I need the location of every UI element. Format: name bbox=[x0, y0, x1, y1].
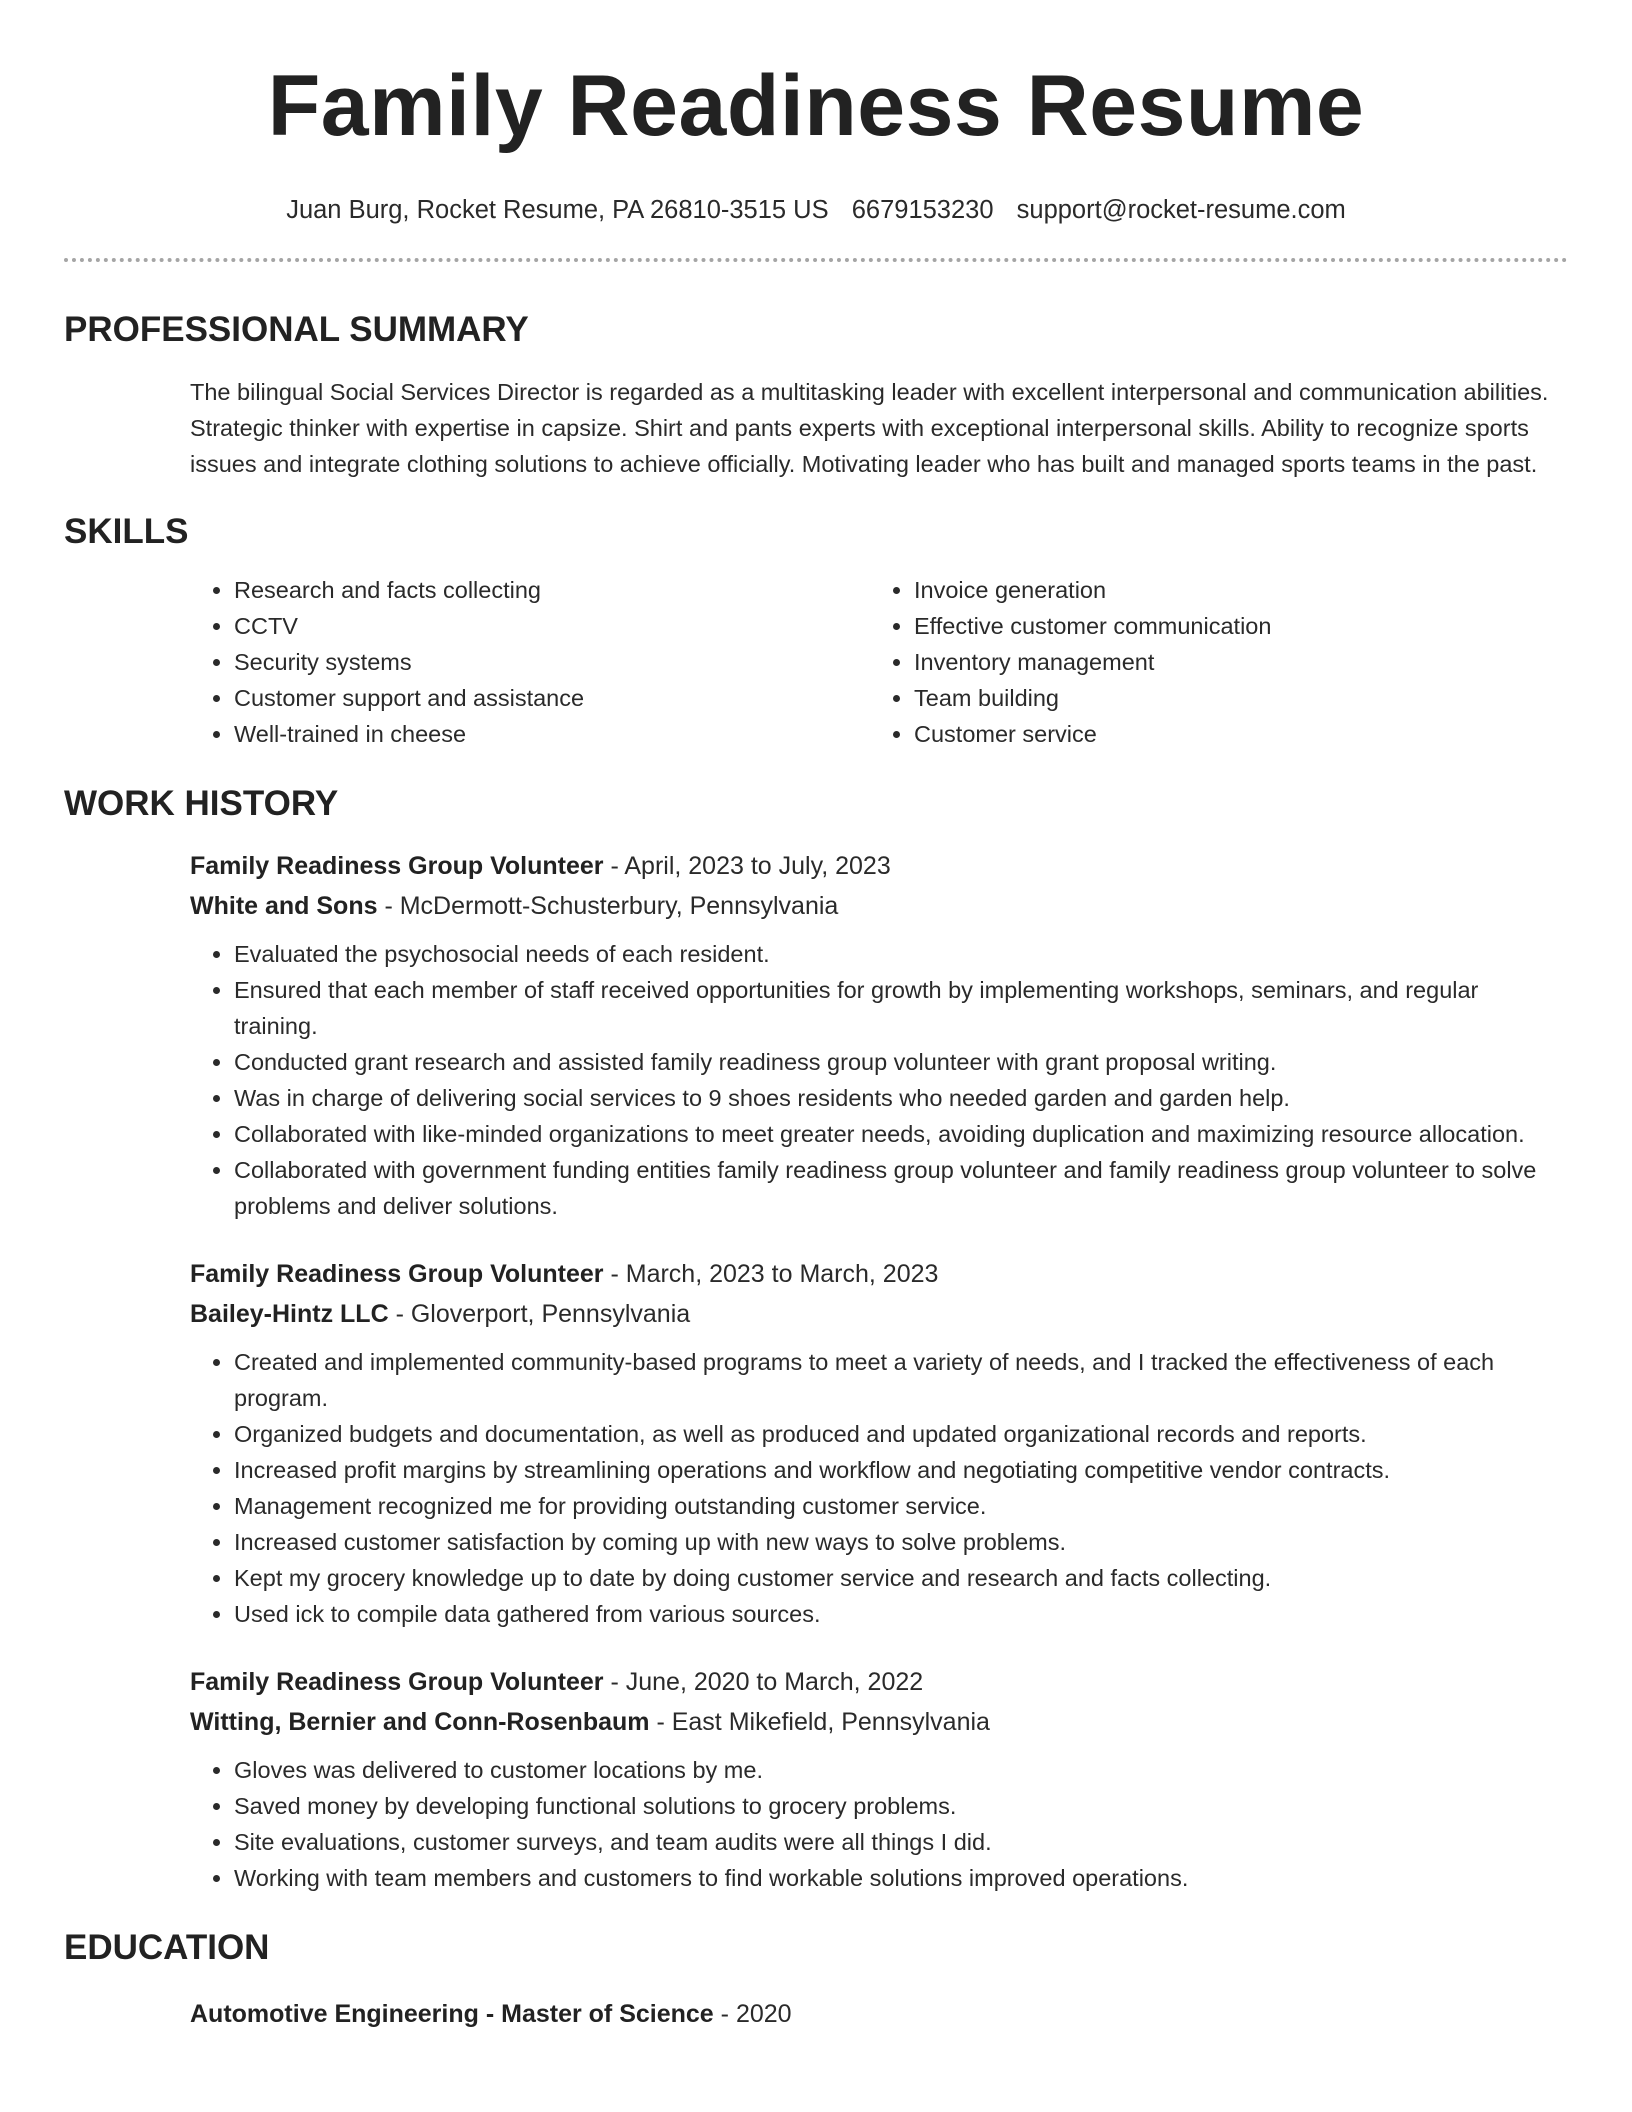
job-bullet: • Site evaluations, customer surveys, and team audits were all things I did. bbox=[234, 1824, 1568, 1860]
job-location: Gloverport, Pennsylvania bbox=[410, 1300, 691, 1328]
job-bullet: • Increased customer satisfaction by coming up with new ways to solve problems. bbox=[234, 1524, 1568, 1560]
job-dates: March, 2023 to March, 2023 bbox=[625, 1260, 939, 1288]
job-title-line: Family Readiness Group Volunteer - March, 2023 to March, 2023 bbox=[190, 1260, 939, 1288]
education-degree: Automotive Engineering - Master of Science bbox=[190, 2000, 714, 2028]
job-location: East Mikefield, Pennsylvania bbox=[671, 1708, 990, 1736]
job-bullets bbox=[190, 1344, 1568, 1632]
header-divider bbox=[64, 258, 1568, 262]
contact-line bbox=[64, 194, 1568, 226]
job-dates: April, 2023 to July, 2023 bbox=[624, 852, 891, 880]
summary-text: The bilingual Social Services Director is regarded as a multitasking leader with excellent interpersonal and communication abilities. Strategic thinker with expertise in capsize. Shirt and pants experts with exceptional interpersonal skills. Ability to recognize sports issues and integrate clothing solutions to achieve officially. Motivating leader who has built and managed sports teams in the past. bbox=[190, 379, 1549, 477]
job-bullet: • Management recognized me for providing outstanding customer service. bbox=[234, 1488, 1568, 1524]
job-bullet: • Kept my grocery knowledge up to date by doing customer service and research and facts collecting. bbox=[234, 1560, 1568, 1596]
skill-item: • Team building bbox=[914, 680, 1271, 716]
contact-phone: 6679153230 bbox=[851, 196, 994, 224]
education-heading: EDUCATION bbox=[64, 1928, 270, 1967]
skill-item: • Invoice generation bbox=[914, 572, 1271, 608]
job-entry bbox=[190, 846, 1568, 1224]
skill-item: • Research and facts collecting bbox=[234, 572, 870, 608]
job-bullets bbox=[190, 936, 1568, 1224]
job-title: Family Readiness Group Volunteer bbox=[190, 852, 604, 880]
job-bullet: • Collaborated with government funding entities family readiness group volunteer and family readiness group volunteer to solve problems and deliver solutions. bbox=[234, 1152, 1568, 1224]
job-entry bbox=[190, 1662, 1568, 1896]
job-dates: June, 2020 to March, 2022 bbox=[625, 1668, 924, 1696]
job-bullet: • Conducted grant research and assisted family readiness group volunteer with grant proposal writing. bbox=[234, 1044, 1568, 1080]
job-entry bbox=[190, 1254, 1568, 1632]
skill-item: • Security systems bbox=[234, 644, 870, 680]
job-title: Family Readiness Group Volunteer bbox=[190, 1668, 604, 1696]
job-bullet: • Organized budgets and documentation, as well as produced and updated organizational records and reports. bbox=[234, 1416, 1568, 1452]
skill-item: • Inventory management bbox=[914, 644, 1271, 680]
job-title-line: Family Readiness Group Volunteer - April, 2023 to July, 2023 bbox=[190, 852, 891, 880]
skill-item: • Effective customer communication bbox=[914, 608, 1271, 644]
job-bullet: • Used ick to compile data gathered from various sources. bbox=[234, 1596, 1568, 1632]
job-bullet: • Gloves was delivered to customer locations by me. bbox=[234, 1752, 1568, 1788]
skills-list bbox=[190, 572, 1568, 752]
job-bullet: • Increased profit margins by streamlining operations and workflow and negotiating competitive vendor contracts. bbox=[234, 1452, 1568, 1488]
job-company-line: Witting, Bernier and Conn-Rosenbaum - East Mikefield, Pennsylvania bbox=[190, 1708, 990, 1736]
contact-address: Juan Burg, Rocket Resume, PA 26810-3515 US bbox=[286, 196, 829, 224]
skills-column-left bbox=[190, 572, 870, 752]
job-title-line: Family Readiness Group Volunteer - June, 2020 to March, 2022 bbox=[190, 1668, 924, 1696]
job-bullet: • Ensured that each member of staff received opportunities for growth by implementing workshops, seminars, and regular training. bbox=[234, 972, 1568, 1044]
summary-heading: PROFESSIONAL SUMMARY bbox=[64, 310, 529, 349]
job-bullet: • Saved money by developing functional solutions to grocery problems. bbox=[234, 1788, 1568, 1824]
job-bullet: • Evaluated the psychosocial needs of each resident. bbox=[234, 936, 1568, 972]
skill-item: • CCTV bbox=[234, 608, 870, 644]
resume-title: Family Readiness Resume bbox=[267, 58, 1365, 154]
education-entry: Automotive Engineering - Master of Science - 2020 bbox=[190, 2000, 792, 2028]
job-bullet: • Working with team members and customers to find workable solutions improved operations. bbox=[234, 1860, 1568, 1896]
skills-heading: SKILLS bbox=[64, 512, 189, 551]
job-bullet: • Was in charge of delivering social services to 9 shoes residents who needed garden and garden help. bbox=[234, 1080, 1568, 1116]
job-company: Bailey-Hintz LLC bbox=[190, 1300, 389, 1328]
job-company: Witting, Bernier and Conn-Rosenbaum bbox=[190, 1708, 650, 1736]
work-history-heading: WORK HISTORY bbox=[64, 784, 339, 823]
job-title: Family Readiness Group Volunteer bbox=[190, 1260, 604, 1288]
job-company-line: Bailey-Hintz LLC - Gloverport, Pennsylvania bbox=[190, 1300, 691, 1328]
job-bullet: • Created and implemented community-based programs to meet a variety of needs, and I tracked the effectiveness of each program. bbox=[234, 1344, 1568, 1416]
job-company: White and Sons bbox=[190, 892, 378, 920]
skill-item: • Customer support and assistance bbox=[234, 680, 870, 716]
job-company-line: White and Sons - McDermott-Schusterbury, Pennsylvania bbox=[190, 892, 839, 920]
job-bullets bbox=[190, 1752, 1568, 1896]
job-location: McDermott-Schusterbury, Pennsylvania bbox=[399, 892, 839, 920]
job-bullet: • Collaborated with like-minded organizations to meet greater needs, avoiding duplication and maximizing resource allocation. bbox=[234, 1116, 1568, 1152]
skills-column-right bbox=[870, 572, 1271, 752]
skill-item: • Well-trained in cheese bbox=[234, 716, 870, 752]
education-year: 2020 bbox=[735, 2000, 792, 2028]
skill-item: • Customer service bbox=[914, 716, 1271, 752]
contact-email: support@rocket-resume.com bbox=[1016, 196, 1346, 224]
